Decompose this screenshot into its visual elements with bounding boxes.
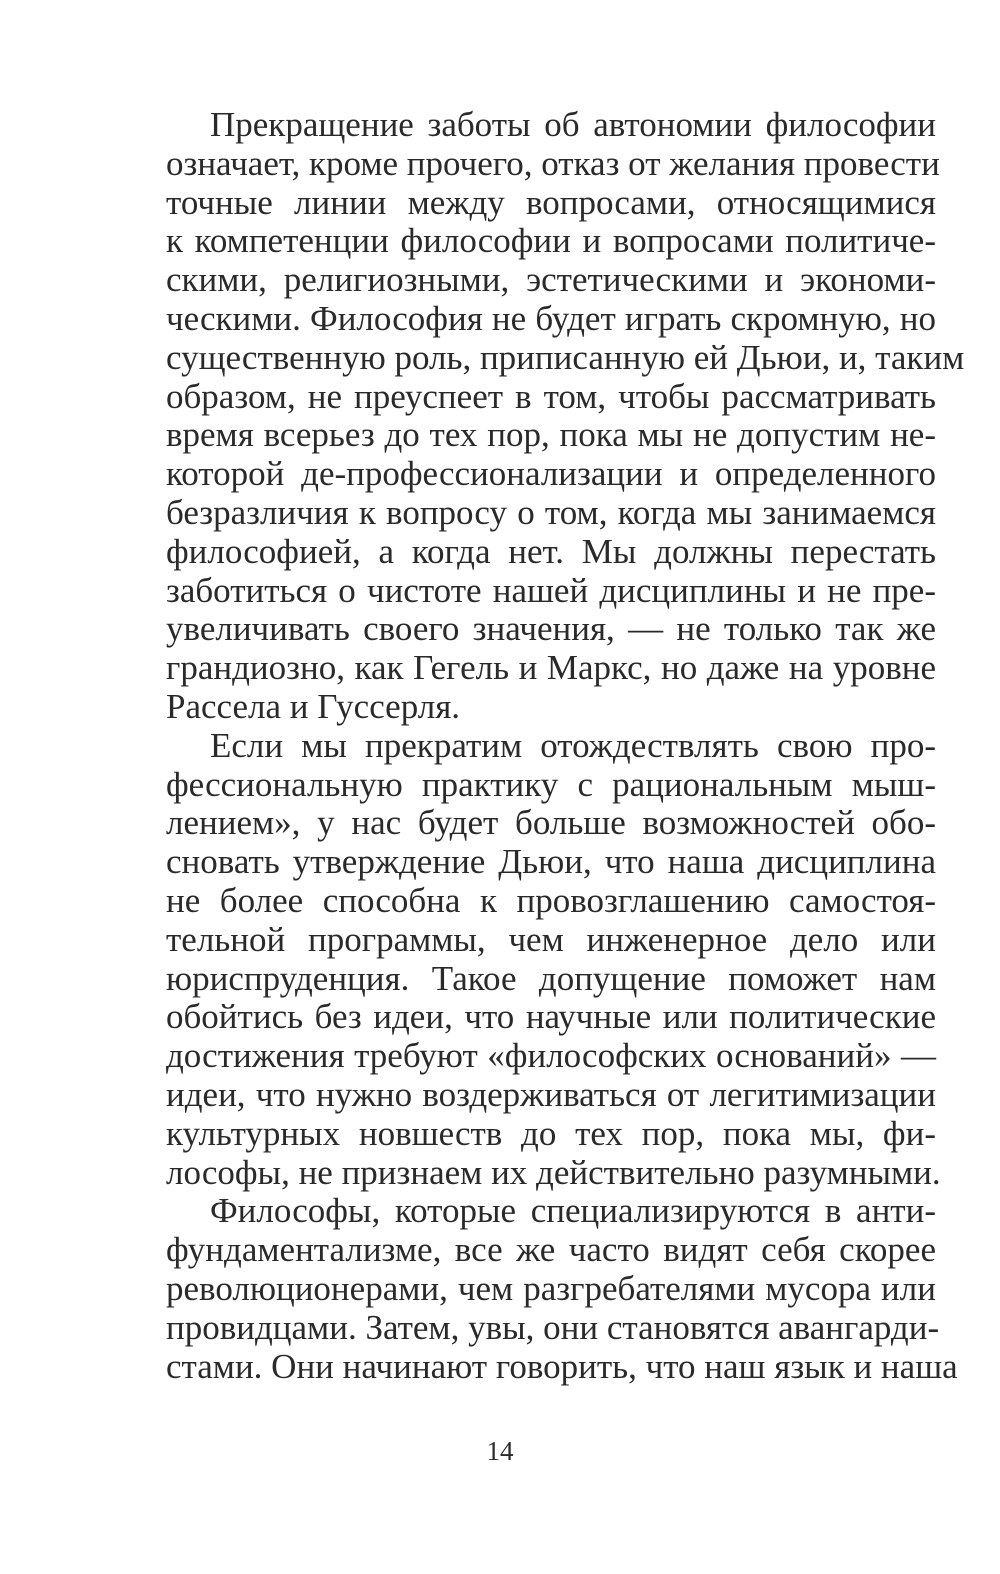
text-line: провидцами. Затем, увы, они становятся авангарди- <box>166 1307 940 1347</box>
text-line: культурных новшеств до тех пор, пока мы, фи- <box>166 1113 936 1153</box>
body-text <box>166 105 965 1386</box>
text-line: к компетенции философии и вопросами политиче- <box>166 221 936 261</box>
text-line: Прекращение заботы об автономии философии <box>210 105 936 144</box>
text-line: Философы, которые специализируются в анти- <box>210 1191 936 1231</box>
text-line: скими, религиозными, эстетическими и экономи- <box>166 260 936 300</box>
text-line: которой де-профессионализации и определенного <box>166 454 936 494</box>
text-line: Если мы прекратим отождествлять свою про- <box>210 725 936 765</box>
text-line: безразличия к вопросу о том, когда мы занимаемся <box>166 492 936 532</box>
text-line: означает, кроме прочего, отказ от желания провести <box>166 143 940 183</box>
text-line: существенную роль, приписанную ей Дьюи, и, таким <box>166 337 965 377</box>
text-line: время всерьез до тех пор, пока мы не допустим не- <box>166 415 936 455</box>
text-line: лософы, не признаем их действительно разумными. <box>166 1152 941 1192</box>
text-line: юриспруденция. Такое допущение поможет нам <box>166 958 936 998</box>
text-line: обойтись без идеи, что научные или политические <box>166 997 936 1037</box>
text-line: идеи, что нужно воздерживаться от легитимизации <box>166 1074 936 1114</box>
text-line: лением», у нас будет больше возможностей обо- <box>166 803 936 843</box>
text-line: заботиться о чистоте нашей дисциплины и не пре- <box>166 570 936 610</box>
text-line: сновать утверждение Дьюи, что наша дисциплина <box>166 842 936 882</box>
text-line: Рассела и Гуссерля. <box>166 686 461 726</box>
text-line: не более способна к провозглашению самостоя- <box>166 880 936 920</box>
text-line: увеличивать своего значения, — не только так же <box>166 609 936 649</box>
text-line: стами. Они начинают говорить, что наш язык и наша <box>166 1346 958 1386</box>
text-line: философией, а когда нет. Мы должны перестать <box>166 531 936 571</box>
page-number: 14 <box>486 1436 514 1466</box>
text-line: фундаментализме, все же часто видят себя скорее <box>166 1230 936 1270</box>
text-line: образом, не преуспеет в том, чтобы рассматривать <box>166 376 936 416</box>
text-line: тельной программы, чем инженерное дело или <box>166 919 936 959</box>
text-line: ческими. Философия не будет играть скромную, но <box>166 298 936 338</box>
text-line: революционерами, чем разгребателями мусора или <box>166 1268 936 1308</box>
text-line: точные линии между вопросами, относящимися <box>166 182 936 222</box>
text-line: фессиональную практику с рациональным мыш- <box>166 764 936 804</box>
text-line: грандиозно, как Гегель и Маркс, но даже на уровне <box>166 648 936 688</box>
text-line: достижения требуют «философских оснований» — <box>166 1036 936 1076</box>
